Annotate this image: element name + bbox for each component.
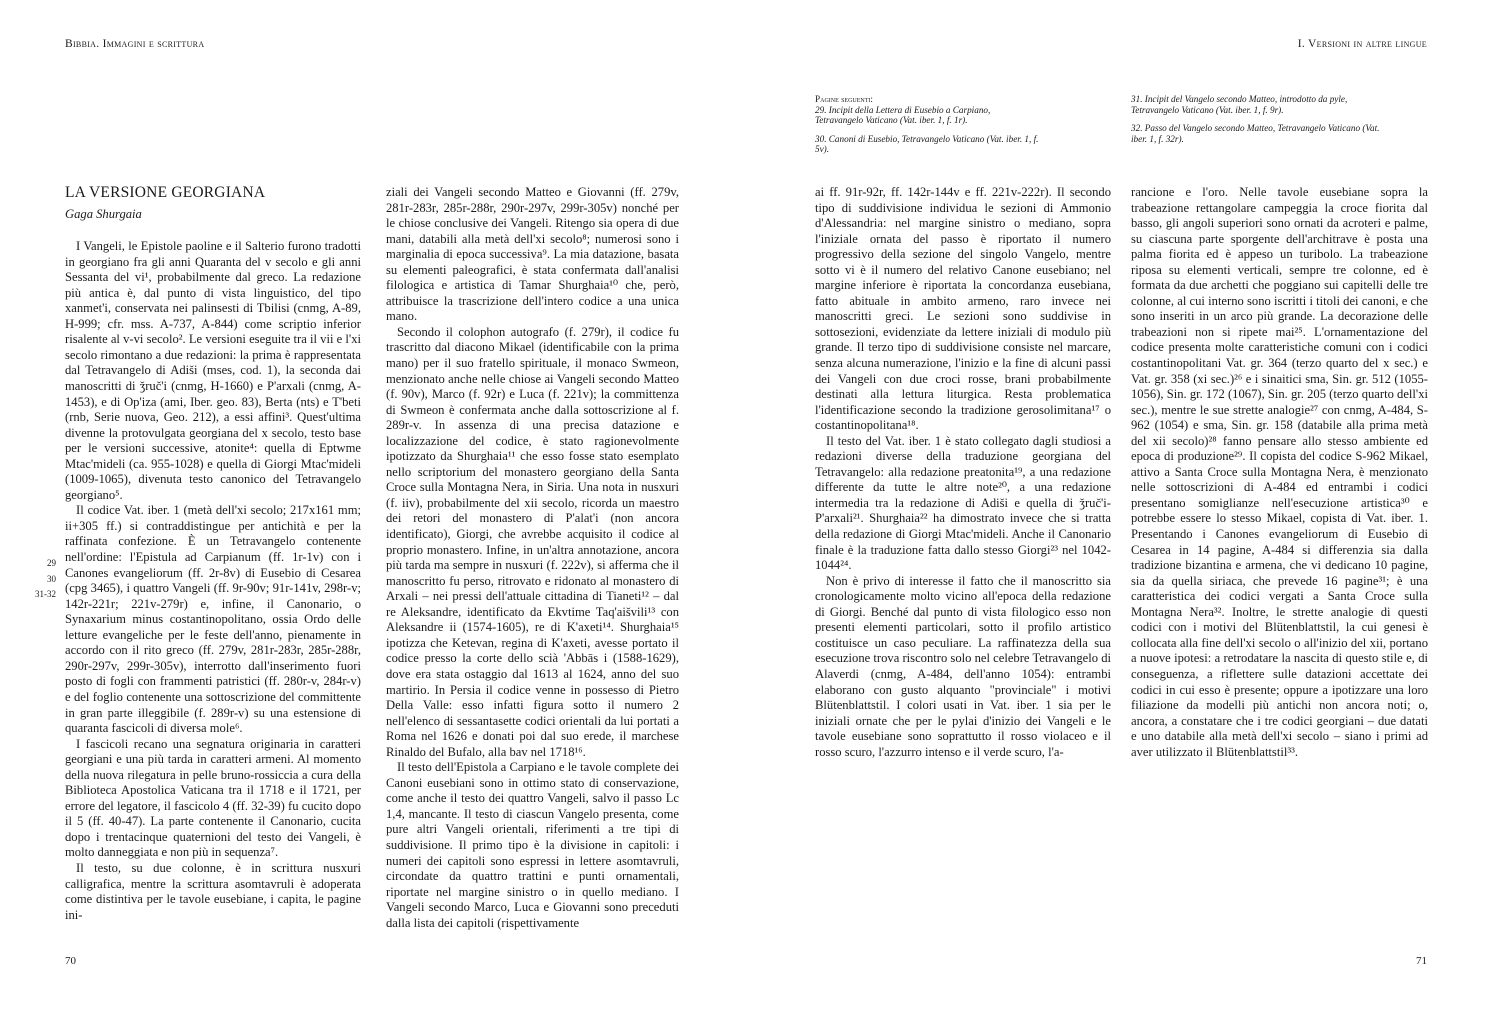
paragraph: Non è privo di interesse il fatto che il manoscritto sia cronologicamente molto vicino all'epoca della redazione di Giorgi. Benché dal punto di vista filologico esso non presenti elementi particolari, sotto il profilo artistico costituisce un caso peculiare. La raffinatezza della sua esecuzione trova riscontro solo nel celebre Tetravangelo di Alaverdi (cnmg, A-484, dell'anno 1054): entrambi elaborano con gusto alquanto "provinciale" i motivi Blütenblattstil. I colori usati in Vat. iber. 1 sia per le iniziali ornate che per le pylai d'inizio dei Vangeli e le tavole eusebiane sono soprattutto il rosso violaceo e il rosso scuro, l'azzurro intenso e il verde scuro, l'a- <box>815 573 1111 759</box>
caption-30: 30. Canoni di Eusebio, Tetravangelo Vaticano (Vat. iber. 1, f. 5v). <box>815 133 1039 155</box>
caption-29: 29. Incipit della Lettera di Eusebio a Carpiano, Tetravangelo Vaticano (Vat. iber. 1, f. 1r). <box>815 104 991 126</box>
paragraph: rancione e l'oro. Nelle tavole eusebiane sopra la trabeazione rettangolare campeggia la croce fiorita dal basso, gli angoli superiori sono ornati da acroteri e palme, su ciascuna parte sporgente dell'architrave è posta una palma fiorita ed è appeso un turibolo. La trabeazione riposa su elementi verticali, sempre tre colonne, ed è formata da due archetti che poggiano sui capitelli delle tre colonne, al cui interno sono iscritti i titoli dei canoni, e che sono inseriti in un arco più grande. La decorazione delle trabeazioni non si ripete mai²⁵. L'ornamentazione del codice presenta molte caratteristiche comuni con i codici costantinopolitani Vat. gr. 364 (terzo quarto del x sec.) e Vat. gr. 358 (xi sec.)²⁶ e i sinaitici sma, Sin. gr. 512 (1055-1056), Sin. gr. 172 (1067), Sin. gr. 205 (terzo quarto dell'xi sec.), mentre le sue strette analogie²⁷ con cnmg, A-484, S-962 (1054) e sma, Sin. gr. 158 (databile alla prima metà del xii secolo)²⁸ fanno pensare allo stesso ambiente ed epoca di produzione²⁹. Il copista del codice S-962 Mikael, attivo a Santa Croce sulla Montagna Nera, è menzionato nelle sottoscrizioni di A-484 ed entrambi i codici presentano somiglianze nell'esecuzione artistica³⁰ e potrebbe essere lo stesso Mikael, copista di Vat. iber. 1. Presentando i Canones evangeliorum di Eusebio di Cesarea in 14 pagine, A-484 si differenzia sia dalla tradizione bizantina e armena, che vi dedicano 10 pagine, sia da quella siriaca, che prevede 16 pagine³¹; è una caratteristica dei codici vergati a Santa Croce sulla Montagna Nera³². Inoltre, le strette analogie di questi codici con i motivi del Blütenblattstil, la cui genesi è collocata alla fine dell'xi secolo o all'inizio del xii, portano a nuove ipotesi: a retrodatare la nascita di questo stile e, di conseguenza, a riflettere sulle datazioni accettate dei codici in cui esso è presente; oppure a ipotizzare una loro filiazione da modelli più antichi non ancora noti; o, ancora, a constatare che i tre codici georgiani – due datati e uno databile alla metà dell'xi secolo – siano i primi ad aver utilizzato il Blütenblattstil³³. <box>1131 185 1428 759</box>
paragraph: ai ff. 91r-92r, ff. 142r-144v e ff. 221v-222r). Il secondo tipo di suddivisione individua le sezioni di Ammonio d'Alessandria: nel margine sinistro o mediano, sopra l'iniziale ornata del passo è riportato il numero progressivo della sezione del singolo Vangelo, mentre sotto vi è il numero del relativo Canone eusebiano; nel margine inferiore è riportata la concordanza eusebiana, fatto abituale in ambito armeno, raro invece nei manoscritti greci. Le sezioni sono suddivise in sottosezioni, evidenziate da lettere iniziali di modulo più grande. Il terzo tipo di suddivisione consiste nel marcare, senza alcuna numerazione, l'inizio e la fine di alcuni passi dei Vangeli con due croci rosse, brani probabilmente destinati alla lettura liturgica. Resta problematica l'identificazione secondo la tradizione gerosolimitana¹⁷ o costantinopolitana¹⁸. <box>815 185 1111 433</box>
caption-block-left <box>815 94 1040 163</box>
running-head-left: Bibbia. Immagini e scrittura <box>65 38 205 50</box>
paragraph: Il codice Vat. iber. 1 (metà dell'xi secolo; 217x161 mm; ii+305 ff.) si contraddistingue per antichità e per la raffinata confezione. È un Tetravangelo contenente nell'ordine: l'Epistula ad Carpianum (ff. 1r-1v) con i Canones evangeliorum (ff. 2r-8v) di Eusebio di Cesarea (cpg 3465), i quattro Vangeli (ff. 9r-90v; 91r-141v, 298r-v; 142r-221r; 221v-279r) e, infine, il Canonario, o Synaxarium minus costantinopolitano, ossia Ordo delle letture evangeliche per le feste dell'anno, pienamente in accordo con il rito greco (ff. 279v, 281r-283r, 285r-288r, 290r-297v, 299r-305v), interrotto dall'inserimento fuori posto di fogli con frammenti patristici (ff. 280r-v, 284r-v) e del foglio contenente una sottoscrizione del committente in gran parte illeggibile (f. 289r-v) su una estensione di quaranta fascicoli di diversa mole⁶. <box>65 503 361 736</box>
paragraph: Il testo, su due colonne, è in scrittura nusxuri calligrafica, mentre la scrittura asomtavruli è adoperata come distintiva per le tavole eusebiane, i capita, le pagine ini- <box>65 860 361 922</box>
paragraph: Il testo del Vat. iber. 1 è stato collegato dagli studiosi a redazioni diverse della traduzione georgiana del Tetravangelo: alla redazione preatonita¹⁹, a una redazione differente da tutte le altre note²⁰, a una redazione intermedia tra la redazione di Adiši e quella di ǯruč'i-P'arxali²¹. Shurghaia²² ha dimostrato invece che si tratta della redazione di Giorgi Mtac'mideli. Anche il Canonario finale è la traduzione fatta dallo stesso Giorgi²³ nel 1042-1044²⁴. <box>815 433 1111 573</box>
caption-heading: Pagine seguenti: <box>815 94 873 104</box>
caption-31: 31. Incipit del Vangelo secondo Matteo, introdotto da pyle, Tetravangelo Vaticano (Vat. iber. 1, f. 9r). <box>1131 94 1348 115</box>
page-number-left: 70 <box>65 955 76 967</box>
paragraph: Secondo il colophon autografo (f. 279r), il codice fu trascritto dal diacono Mikael (identificabile con la prima mano) per il suo fratello spirituale, il monaco Swmeon, menzionato anche nelle chiose ai Vangeli secondo Matteo (f. 90v), Marco (f. 92r) e Luca (f. 221v); la committenza di Swmeon è confermata anche dalla sottoscrizione al f. 289r-v. In assenza di una precisa datazione e localizzazione del codice, è stato ragionevolmente ipotizzato da Shurghaia¹¹ che esso fosse stato esemplato nello scriptorium del monastero georgiano della Santa Croce sulla Montagna Nera, in Siria. Una nota in nusxuri (f. iiv), probabilmente del xii secolo, ricorda un maestro dei retori del monastero di P'alat'i (non ancora identificato), Giorgi, che avrebbe acquisito il codice al proprio monastero. Infine, in un'altra annotazione, ancora più tarda ma sempre in nusxuri (f. 222v), si afferma che il manoscritto fu perso, ritrovato e ridonato al monastero di Arxali – nei pressi dell'attuale cittadina di Tianeti¹² – dal re Aleksandre, identificato da Ekvtime Taq'aišvili¹³ con Aleksandre ii (1574-1605), re di K'axeti¹⁴. Shurghaia¹⁵ ipotizza che Ketevan, regina di K'axeti, avesse portato il codice presso la corte dello scià 'Abbās i (1588-1629), dove era stata ostaggio dal 1613 al 1624, anno del suo martirio. In Persia il codice venne in possesso di Pietro Della Valle: esso infatti figura sotto il numero 2 nell'elenco di sessantasette codici orientali da lui portati a Roma nel 1626 e donati poi dal suo erede, il marchese Rinaldo del Bufalo, alla bav nel 1718¹⁶. <box>386 324 679 759</box>
running-head-right: I. Versioni in altre lingue <box>1297 38 1427 50</box>
paragraph: I fascicoli recano una segnatura originaria in caratteri georgiani e una più tarda in caratteri armeni. Al momento della nuova rilegatura in pelle bruno-rossiccia a cura della Biblioteca Apostolica Vaticana tra il 1718 e il 1721, per errore del legatore, il fascicolo 4 (ff. 32-39) fu cucito dopo il 5 (ff. 40-47). La parte contenente il Canonario, cucita dopo i trentacinque quaternioni del testo dei Vangeli, è molto danneggiata e non più in sequenza⁷. <box>65 736 361 860</box>
caption-block-right <box>1131 94 1391 152</box>
page-number-right: 71 <box>1416 955 1427 967</box>
paragraph: I Vangeli, le Epistole paoline e il Salterio furono tradotti in georgiano fra gli anni Quaranta del v secolo e gli anni Sessanta del vi¹, probabilmente dal greco. La redazione più antica è, dal punto di vista linguistico, del tipo xanmet'i, conservata nei palinsesti di Tbilisi (cnmg, A-89, H-999; cfr. mss. A-737, A-844) come scriptio inferior risalente al v-vi secolo². Le versioni eseguite tra il vii e l'xi secolo rimontano a due redazioni: la prima è rappresentata dal Tetravangelo di Adiši (mses, cod. 1), la seconda dai manoscritti di ǯruč'i (cnmg, H-1660) e P'arxali (cnmg, A-1453), e di Op'iza (ami, Iber. geo. 83), Berta (nts) e T'beti (rnb, Serie nuova, Geo. 212), a essi affini³. Quest'ultima divenne la protovulgata georgiana del x secolo, testo base per le versioni successive, atonite⁴: quella di Eptwme Mtac'mideli (ca. 955-1028) e quella di Giorgi Mtac'mideli (1009-1065), divenuta testo canonico del Tetravangelo georgiano⁵. <box>65 239 361 502</box>
text-column-2 <box>386 185 679 931</box>
figure-ref: 31-32 <box>35 589 56 599</box>
caption-32: 32. Passo del Vangelo secondo Matteo, Tetravangelo Vaticano (Vat. iber. 1, f. 32r). <box>1131 123 1380 144</box>
article-author: Gaga Shurgaia <box>65 206 142 221</box>
text-column-3 <box>815 185 1111 760</box>
figure-ref: 29 <box>47 558 56 568</box>
figure-ref: 30 <box>47 574 56 584</box>
paragraph: ziali dei Vangeli secondo Matteo e Giovanni (ff. 279v, 281r-283r, 285r-288r, 290r-297v, 299r-305v) nonché per le chiose conclusive dei Vangeli. Ritengo sia opera di due mani, databili alla metà dell'xi secolo⁸; numerosi sono i marginalia di epoca successiva⁹. La mia datazione, basata su elementi paleografici, è stata confermata dall'analisi filologica e artistica di Tamar Shurghaia¹⁰ che, però, attribuisce la trascrizione dell'intero codice a una unica mano. <box>386 185 679 324</box>
text-column-4 <box>1131 185 1428 760</box>
paragraph: Il testo dell'Epistola a Carpiano e le tavole complete dei Canoni eusebiani sono in ottimo stato di conservazione, come anche il testo dei quattro Vangeli, salvo il passo Lc 1,4, mancante. Il testo di ciascun Vangelo presenta, come pure altri Vangeli orientali, riferimenti a tre tipi di suddivisione. Il primo tipo è la divisione in capitoli: i numeri dei capitoli sono espressi in lettere asomtavruli, circondate da quattro trattini e punti ornamentali, riportate nel margine sinistro o in quello mediano. I Vangeli secondo Marco, Luca e Giovanni sono preceduti dalla lista dei capitoli (rispettivamente <box>386 760 679 930</box>
text-column-1 <box>65 185 361 923</box>
article-title: LA VERSIONE GEORGIANA <box>65 184 266 201</box>
